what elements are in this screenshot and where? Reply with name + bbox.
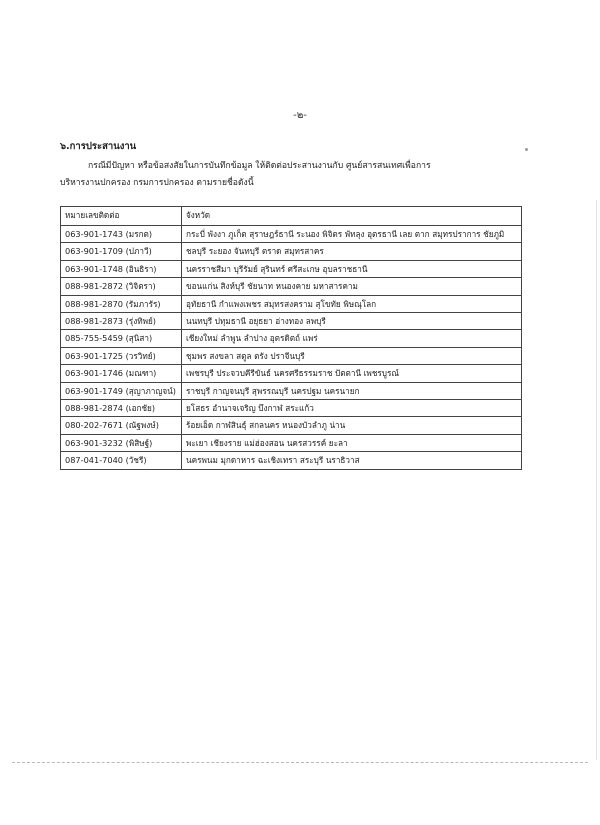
contact-cell: 063-901-3232 (พิสิษฐ์): [61, 434, 182, 451]
provinces-cell: เพชรบุรี ประจวบคีรีขันธ์ นครศรีธรรมราช ปัตตานี เพชรบูรณ์: [182, 365, 522, 382]
header-contact-number: หมายเลขติดต่อ: [61, 207, 182, 226]
contact-cell: 063-901-1749 (สุญาภาญจน์): [61, 382, 182, 399]
contact-cell: 088-981-2870 (รัมภารัร): [61, 295, 182, 312]
table-row: [61, 452, 522, 469]
provinces-cell: นนทบุรี ปทุมธานี อยุธยา อ่างทอง ลพบุรี: [182, 313, 522, 330]
provinces-cell: ร้อยเอ็ด กาฬสินธุ์ สกลนคร หนองบัวลำภู น่าน: [182, 417, 522, 434]
table-row: [61, 417, 522, 434]
table-row: [61, 330, 522, 347]
section-title: ๖.การประสานงาน: [60, 141, 137, 152]
intro-line-1: กรณีมีปัญหา หรือข้อสงสัยในการบันทึกข้อมูล ให้ติดต่อประสานงานกับ ศูนย์สารสนเทศเพื่อการ: [88, 161, 431, 171]
contact-cell: 085-755-5459 (สุนิสา): [61, 330, 182, 347]
contact-cell: 063-901-1725 (วรวิทย์): [61, 347, 182, 364]
table-row: [61, 260, 522, 277]
contact-cell: 088-981-2872 (วิจิตรา): [61, 278, 182, 295]
contact-cell: 080-202-7671 (ณัฐพงษ์): [61, 417, 182, 434]
table-row: [61, 278, 522, 295]
scan-edge-line: [596, 200, 597, 760]
provinces-cell: ขอนแก่น สิงห์บุรี ชัยนาท หนองคาย มหาสารคาม: [182, 278, 522, 295]
provinces-cell: เชียงใหม่ ลำพูน ลำปาง อุตรดิตถ์ แพร่: [182, 330, 522, 347]
contact-cell: 063-901-1743 (มรกต): [61, 226, 182, 243]
intro-paragraph: [60, 158, 530, 192]
table-row: [61, 365, 522, 382]
contact-cell: 088-981-2873 (รุ่งทิพย์): [61, 313, 182, 330]
table-row: [61, 243, 522, 260]
footer-rule: [12, 762, 588, 763]
provinces-cell: ราชบุรี กาญจนบุรี สุพรรณบุรี นครปฐม นครนายก: [182, 382, 522, 399]
table-row: [61, 313, 522, 330]
provinces-cell: นครราชสีมา บุรีรัมย์ สุรินทร์ ศรีสะเกษ อุบลราชธานี: [182, 260, 522, 277]
table-header-row: [61, 207, 522, 226]
provinces-cell: พะเยา เชียงราย แม่ฮ่องสอน นครสวรรค์ ยะลา: [182, 434, 522, 451]
header-province: จังหวัด: [182, 207, 522, 226]
provinces-cell: กระบี่ พังงา ภูเก็ต สุราษฎร์ธานี ระนอง พิจิตร พัทลุง อุตรธานี เลย ตาก สมุทรปราการ ชัยภูมิ: [182, 226, 522, 243]
table-row: [61, 226, 522, 243]
scan-speck: [525, 148, 528, 151]
provinces-cell: ยโสธร อำนาจเจริญ บึงกาฬ สระแก้ว: [182, 400, 522, 417]
provinces-cell: นครพนม มุกดาหาร ฉะเชิงเทรา สระบุรี นราธิวาส: [182, 452, 522, 469]
table-row: [61, 382, 522, 399]
page-number: -๒-: [293, 110, 307, 121]
provinces-cell: อุทัยธานี กำแพงเพชร สมุทรสงคราม สุโขทัย พิษณุโลก: [182, 295, 522, 312]
table-row: [61, 347, 522, 364]
contact-cell: 088-981-2874 (เอกชัย): [61, 400, 182, 417]
provinces-cell: ชลบุรี ระยอง จันทบุรี ตราด สมุทรสาคร: [182, 243, 522, 260]
contact-cell: 087-041-7040 (วัชรี): [61, 452, 182, 469]
table-row: [61, 295, 522, 312]
contact-cell: 063-901-1746 (มณฑา): [61, 365, 182, 382]
contact-cell: 063-901-1748 (อินธิรา): [61, 260, 182, 277]
intro-line-2: บริหารงานปกครอง กรมการปกครอง ตามรายชื่อดังนี้: [60, 178, 254, 188]
table-row: [61, 400, 522, 417]
provinces-cell: ชุมพร สงขลา สตูล ตรัง ปราจีนบุรี: [182, 347, 522, 364]
contact-cell: 063-901-1709 (ปภาวี): [61, 243, 182, 260]
table-row: [61, 434, 522, 451]
contact-table: [60, 206, 522, 470]
